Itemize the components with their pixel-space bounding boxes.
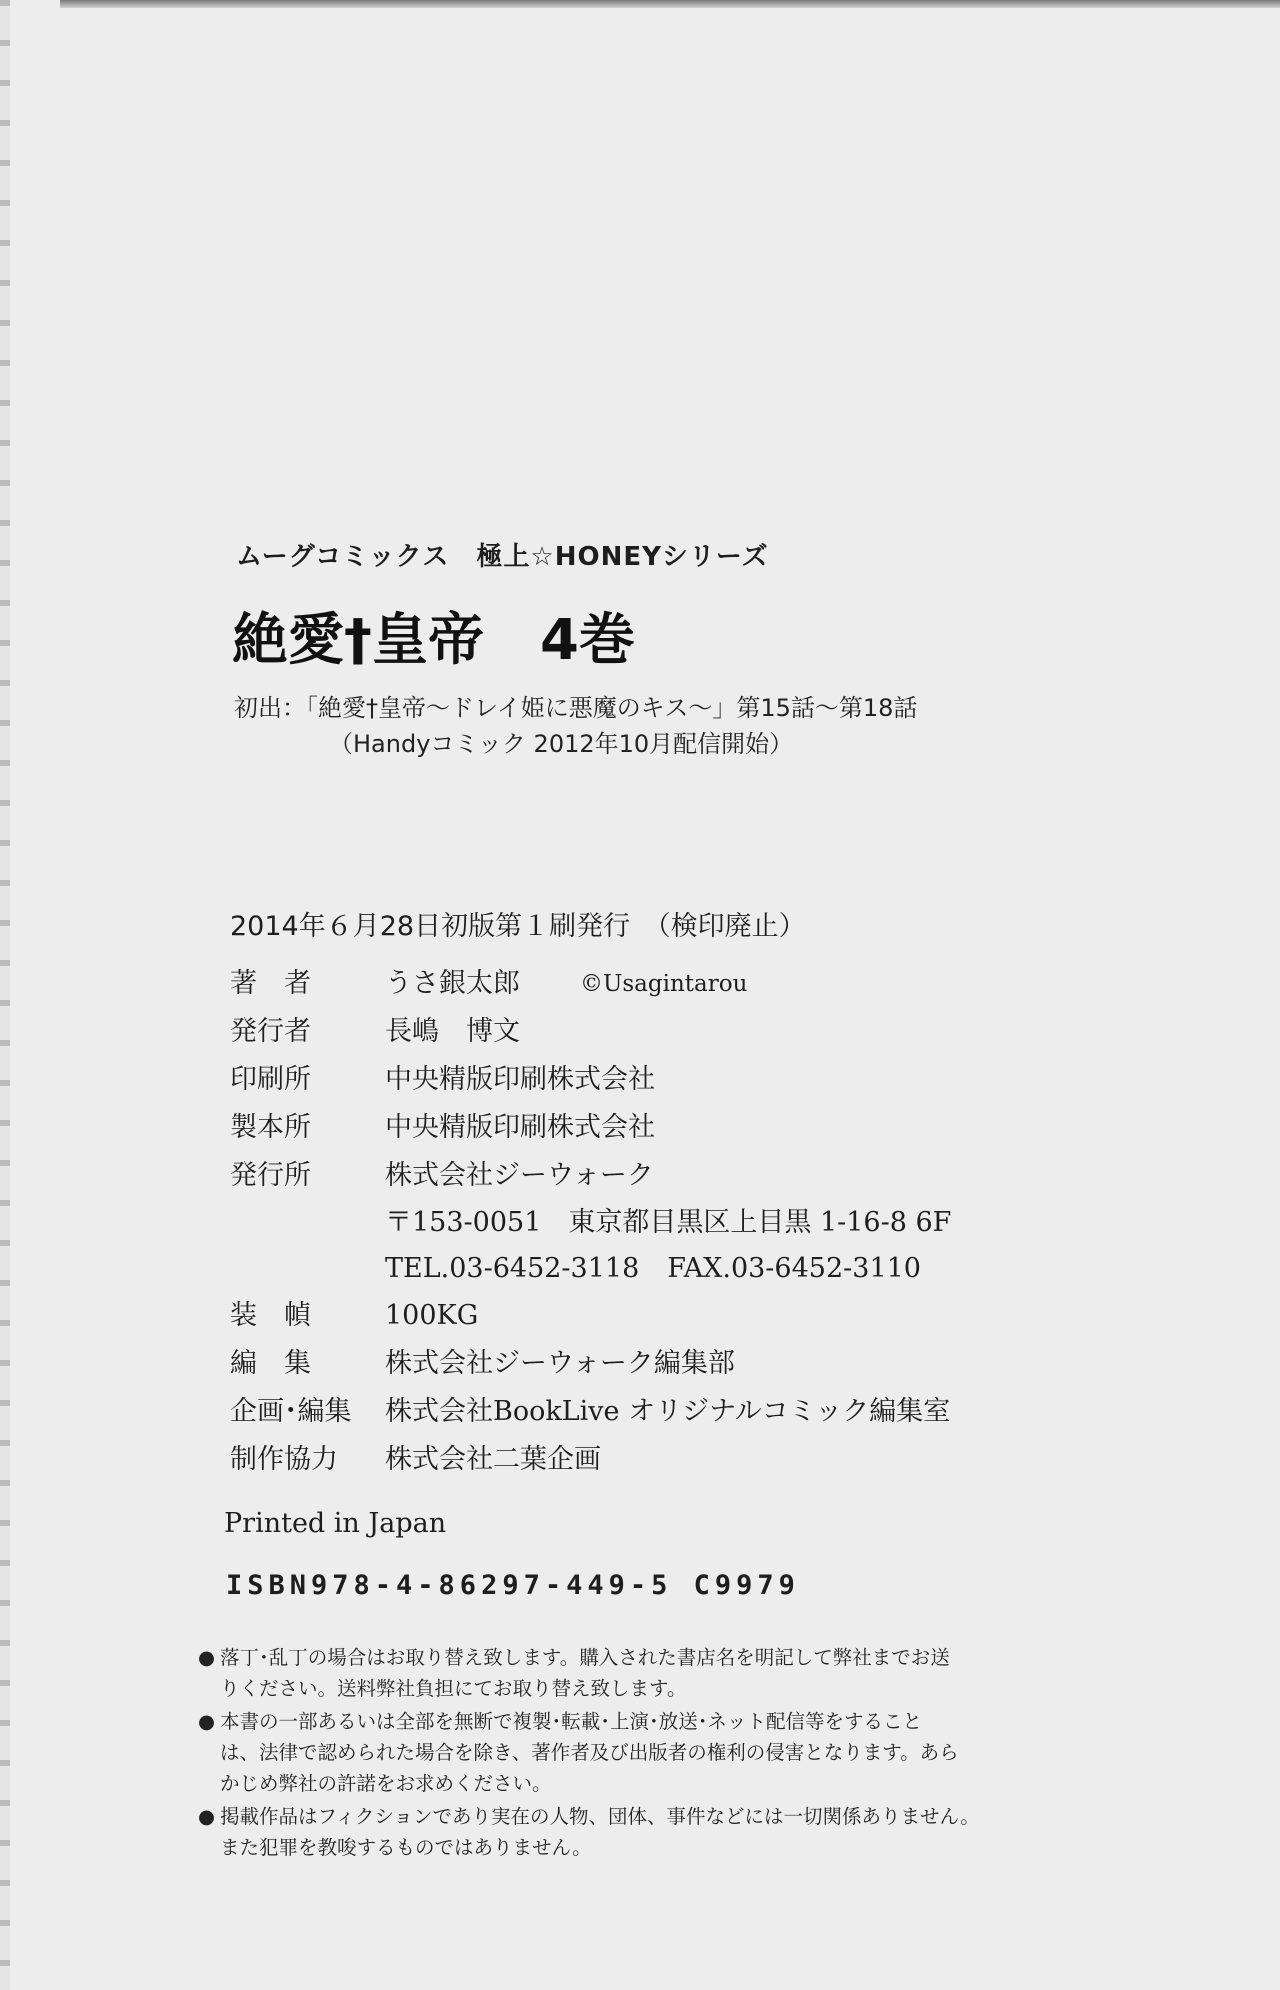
note-line: りください。送料弊社負担にてお取り替え致します。 (220, 1677, 687, 1700)
note-line: 落丁･乱丁の場合はお取り替え致します。購入された書店名を明記して弊社までお送 (220, 1646, 950, 1669)
first-publication (234, 690, 917, 762)
credit-value: 長嶋 博文 (385, 1016, 520, 1047)
credit-row-author (230, 960, 951, 1008)
note-line: は、法律で認められた場合を除き、著作者及び出版者の権利の侵害となります。あら (220, 1741, 959, 1764)
publisher-fax: FAX.03-6452-3110 (667, 1253, 921, 1284)
credits-table (230, 960, 951, 1484)
credit-label: 製本所 (230, 1112, 311, 1143)
credit-row-design (230, 1292, 951, 1340)
series-name: ムーグコミックス 極上☆HONEYシリーズ (236, 542, 769, 572)
credit-value: 中央精版印刷株式会社 (385, 1064, 655, 1095)
credit-label: 発行所 (230, 1160, 311, 1191)
credit-label: 発行者 (230, 1016, 311, 1047)
note-line: また犯罪を教唆するものではありません。 (220, 1836, 592, 1859)
bullet-icon: ● (198, 1710, 216, 1733)
book-title (232, 596, 635, 676)
bullet-icon: ● (198, 1805, 216, 1828)
note-line: 本書の一部あるいは全部を無断で複製･転載･上演･放送･ネット配信等をすること (220, 1710, 923, 1733)
credit-row-editing (230, 1340, 951, 1388)
credit-label: 編 集 (230, 1348, 311, 1379)
note-item (198, 1706, 1058, 1799)
title-main: 絶愛†皇帝 (232, 608, 484, 673)
credit-value: うさ銀太郎 (385, 968, 520, 999)
credit-label: 著 者 (230, 968, 311, 999)
credit-label: 企画･編集 (230, 1396, 352, 1427)
credit-row-printer (230, 1056, 951, 1104)
bullet-icon: ● (198, 1646, 216, 1669)
credit-value: 100KG (385, 1300, 479, 1331)
credit-value: 株式会社二葉企画 (385, 1444, 601, 1475)
note-line: 掲載作品はフィクションであり実在の人物、団体、事件などには一切関係ありません。 (220, 1805, 980, 1828)
publisher-address: 〒153-0051 東京都目黒区上目黒 1-16-8 6F (385, 1207, 952, 1238)
notes (198, 1642, 1058, 1865)
title-volume: 4巻 (540, 608, 635, 673)
credit-label: 装 幀 (230, 1300, 311, 1331)
credit-value: 株式会社ジーウォーク (385, 1160, 654, 1191)
credit-row-cooperation (230, 1436, 951, 1484)
first-publication-line: （Handyコミック 2012年10月配信開始） (329, 730, 794, 758)
credit-row-binder (230, 1104, 951, 1152)
credit-value: 株式会社BookLive オリジナルコミック編集室 (385, 1396, 951, 1427)
printed-in: Printed in Japan (224, 1508, 447, 1539)
credit-label: 制作協力 (230, 1444, 338, 1475)
note-item (198, 1801, 1058, 1863)
note-line: かじめ弊社の許諾をお求めください。 (220, 1772, 552, 1795)
copyright-notice: ©Usagintarou (580, 971, 748, 997)
credit-label: 印刷所 (230, 1064, 311, 1095)
credit-value: 中央精版印刷株式会社 (385, 1112, 655, 1143)
publisher-contact (230, 1246, 951, 1292)
publisher-tel: TEL.03-6452-3118 (385, 1253, 640, 1284)
credit-row-planning (230, 1388, 951, 1436)
first-publication-line: 初出：「絶愛†皇帝〜ドレイ姫に悪魔のキス〜」第15話〜第18話 (234, 694, 918, 722)
credit-row-publisher (230, 1152, 951, 1200)
note-item (198, 1642, 1058, 1704)
issue-date: 2014年６月28日初版第１刷発行 （検印廃止） (230, 911, 806, 942)
credit-value: 株式会社ジーウォーク編集部 (385, 1348, 735, 1379)
isbn: ISBN978-4-86297-449-5 C9979 (226, 1570, 800, 1601)
credit-row-publisher-person (230, 1008, 951, 1056)
